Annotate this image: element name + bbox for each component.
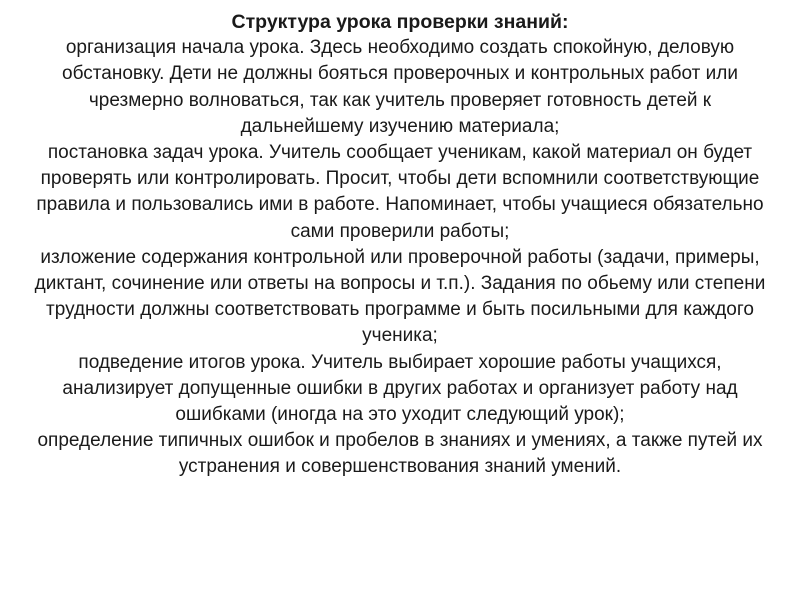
paragraph-organization: организация начала урока. Здесь необходимо создать спокойную, деловую обстановку. Дети не должны бояться проверочных и контрольных работ или чрезмерно волноваться, так как учитель проверяет готовность детей к дальнейшему изучению материала;	[62, 37, 738, 137]
paragraph-content: изложение содержания контрольной или проверочной работы (задачи, примеры, диктант, сочинение или ответы на вопросы и т.п.). Задания по обьему или степени трудности должны соответствовать программе и быть посильными для каждого ученика;	[34, 246, 766, 347]
paragraph-summary: подведение итогов урока. Учитель выбирает хорошие работы учащихся, анализирует допущенные ошибки в других работах и организует работу над ошибками (иногда на это уходит следующий урок);	[62, 351, 738, 426]
paragraph-errors: определение типичных ошибок и пробелов в знаниях и умениях, а также путей их устранения и совершенствования знаний умений.	[37, 430, 763, 478]
slide-content	[25, 9, 775, 481]
paragraph-tasks: постановка задач урока. Учитель сообщает ученикам, какой материал он будет проверять или контролировать. Просит, чтобы дети вспомнили соответствующие правила и пользовались ими в работе. Напоминает, чтобы учащиеся обязательно сами проверили работы;	[36, 142, 764, 242]
slide-title: Структура урока проверки знаний:	[231, 11, 569, 33]
